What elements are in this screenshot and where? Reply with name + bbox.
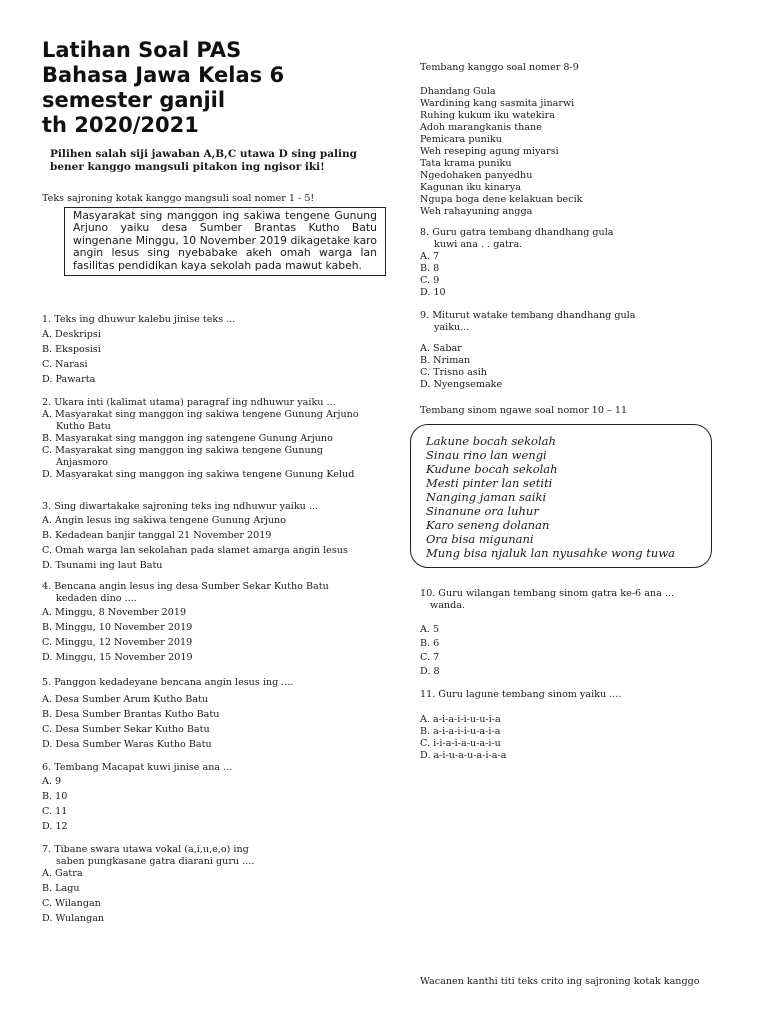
poem-line: Dhandang Gula [420, 86, 496, 97]
poem-line: Sinau rino lan wengi [426, 448, 547, 462]
option: D. Desa Sumber Waras Kutho Batu [42, 739, 212, 750]
poem-line: Nanging jaman saiki [426, 490, 547, 504]
option: B. Desa Sumber Brantas Kutho Batu [42, 709, 220, 720]
option: A. Deskripsi [42, 329, 101, 340]
title-line-2: Bahasa Jawa Kelas 6 [42, 63, 285, 87]
question-stem: 8. Guru gatra tembang dhandhang gula [420, 227, 614, 238]
question-stem: 3. Sing diwartakake sajroning teks ing ndhuwur yaiku ... [42, 501, 319, 512]
option-continued: Kutho Batu [56, 421, 111, 432]
poem-line: Sinanune ora luhur [426, 504, 539, 518]
poem-line: Kagunan iku kinarya [420, 182, 521, 193]
question-stem: 2. Ukara inti (kalimat utama) paragraf ing ndhuwur yaiku ... [42, 397, 336, 408]
poem-line: Mung bisa njaluk lan nyusahke wong tuwa [426, 546, 676, 560]
option: C. i-i-a-i-a-u-a-i-u [420, 738, 501, 749]
question-stem-continued: yaiku... [434, 322, 470, 333]
option: B. Eksposisi [42, 344, 101, 355]
option: A. Minggu, 8 November 2019 [42, 607, 187, 618]
option: D. Pawarta [42, 374, 96, 385]
option: D. 8 [420, 666, 440, 677]
option: B. Lagu [42, 883, 80, 894]
poem-line: Pemicara puniku [420, 134, 502, 145]
question-stem: 9. Miturut watake tembang dhandhang gula [420, 310, 636, 321]
option: C. Desa Sumber Sekar Kutho Batu [42, 724, 210, 735]
option: D. Minggu, 15 November 2019 [42, 652, 193, 663]
option: B. Masyarakat sing manggon ing satengene Gunung Arjuno [42, 433, 333, 444]
option: B. 8 [420, 263, 440, 274]
option: C. Narasi [42, 359, 88, 370]
option: D. a-i-u-a-u-a-i-a-a [420, 750, 507, 761]
poem-line: Ngupa boga dene kelakuan becik [420, 194, 583, 205]
instruction [50, 148, 390, 174]
option: A. Sabar [420, 343, 462, 354]
passage-box: Masyarakat sing manggon ing sakiwa tengene Gunung Arjuno yaiku desa Sumber Brantas Kutho Batu wingenane Minggu, 10 November 2019 dikagetake karo angin lesus sing nyebabake akeh omah warga lan fasilitas pendidikan kaya sekolah pada mawut kabeh. [64, 207, 386, 276]
option: B. Minggu, 10 November 2019 [42, 622, 193, 633]
intro-8-9 [420, 62, 579, 74]
option: B. 6 [420, 638, 440, 649]
question-stem-continued: wanda. [430, 600, 466, 611]
question-1 [42, 314, 392, 326]
option: C. Minggu, 12 November 2019 [42, 637, 193, 648]
poem-line: Mesti pinter lan setiti [426, 476, 553, 490]
question-10 [420, 588, 674, 680]
option: D. 10 [420, 287, 446, 298]
option: A. Masyarakat sing manggon ing sakiwa tengene Gunung Arjuno [42, 409, 359, 420]
poem-line: Wardining kang sasmita jinarwi [420, 98, 575, 109]
footer-line: Wacanen kanthi titi teks crito ing sajroning kotak kanggo [420, 976, 700, 987]
option: B. Kedadean banjir tanggal 21 November 2019 [42, 530, 272, 541]
question-6 [42, 762, 232, 836]
question-9 [420, 310, 635, 391]
option: D. Tsunami ing laut Batu [42, 560, 163, 571]
question-stem: 6. Tembang Macapat kuwi jinise ana ... [42, 762, 233, 773]
question-stem-continued: kedaden dino .... [56, 593, 137, 604]
question-8 [420, 227, 614, 299]
passage-intro: Teks sajroning kotak kanggo mangsuli soal nomer 1 - 5! [42, 193, 315, 204]
option: A. Angin lesus ing sakiwa tengene Gunung Arjuno [42, 515, 286, 526]
section-intro: Tembang sinom ngawe soal nomor 10 – 11 [420, 405, 628, 416]
option: B. Nriman [420, 355, 471, 366]
question-stem: 11. Guru lagune tembang sinom yaiku .... [420, 689, 622, 700]
question-2 [42, 397, 359, 481]
option: A. Desa Sumber Arum Kutho Batu [42, 694, 209, 705]
question-stem: 5. Panggon kedadeyane bencana angin lesus ing .... [42, 677, 294, 688]
option: D. Nyengsemake [420, 379, 503, 390]
option: B. 10 [42, 791, 68, 802]
poem-line: Ngedohaken panyedhu [420, 170, 533, 181]
poem-line: Lakune bocah sekolah [426, 434, 556, 448]
option: A. 7 [420, 251, 440, 262]
tembang-sinom [426, 434, 716, 560]
poem-line: Tata krama puniku [420, 158, 512, 169]
option: C. Trisno asih [420, 367, 487, 378]
intro-10-11 [420, 405, 627, 417]
option: A. Gatra [42, 868, 83, 879]
question-3 [42, 501, 348, 575]
tembang-dhandang-gula [420, 86, 582, 218]
section-intro: Tembang kanggo soal nomer 8-9 [420, 62, 579, 73]
poem-line: Weh rahayuning angga [420, 206, 533, 217]
footer-text [420, 976, 700, 988]
poem-line: Karo seneng dolanan [426, 518, 550, 532]
poem-line: Ora bisa migunani [426, 532, 534, 546]
option: A. 9 [42, 776, 62, 787]
option: C. Omah warga lan sekolahan pada slamet amarga angin lesus [42, 545, 348, 556]
question-4 [42, 581, 329, 667]
option: D. 12 [42, 821, 68, 832]
title-line-3: semester ganjil [42, 88, 226, 112]
question-stem: 4. Bencana angin lesus ing desa Sumber Sekar Kutho Batu [42, 581, 329, 592]
option-continued: Anjasmoro [56, 457, 108, 468]
question-stem-continued: kuwi ana . . gatra. [434, 239, 523, 250]
poem-line: Weh reseping agung miyarsi [420, 146, 559, 157]
question-stem: 10. Guru wilangan tembang sinom gatra ke-6 ana ... [420, 588, 675, 599]
question-7 [42, 844, 254, 928]
question-stem: 1. Teks ing dhuwur kalebu jinise teks ... [42, 314, 236, 325]
question-11 [420, 689, 621, 762]
option: B. a-i-a-i-i-u-a-i-a [420, 726, 501, 737]
instruction-line-1: Pilihen salah siji jawaban A,B,C utawa D sing paling [50, 148, 358, 160]
option: A. 5 [420, 624, 440, 635]
instruction-line-2: bener kanggo mangsuli pitakon ing ngisor iki! [50, 161, 325, 173]
poem-line: Kudune bocah sekolah [426, 462, 558, 476]
option: C. Wilangan [42, 898, 101, 909]
poem-line: Ruhing kukum iku watekira [420, 110, 555, 121]
page-title [42, 38, 382, 138]
poem-line: Adoh marangkanis thane [420, 122, 542, 133]
question-1-options [42, 329, 101, 389]
question-5 [42, 677, 293, 754]
question-stem: 7. Tibane swara utawa vokal (a,i,u,e,o) ing [42, 844, 249, 855]
option: C. 9 [420, 275, 440, 286]
title-line-4: th 2020/2021 [42, 113, 199, 137]
question-stem-continued: saben pungkasane gatra diarani guru .... [56, 856, 255, 867]
option: C. 11 [42, 806, 68, 817]
title-line-1: Latihan Soal PAS [42, 38, 242, 62]
option: D. Masyarakat sing manggon ing sakiwa tengene Gunung Kelud [42, 469, 355, 480]
option: D. Wulangan [42, 913, 105, 924]
option: A. a-i-a-i-i-u-u-i-a [420, 714, 501, 725]
option: C. 7 [420, 652, 440, 663]
option: C. Masyarakat sing manggon ing sakiwa tengene Gunung [42, 445, 323, 456]
